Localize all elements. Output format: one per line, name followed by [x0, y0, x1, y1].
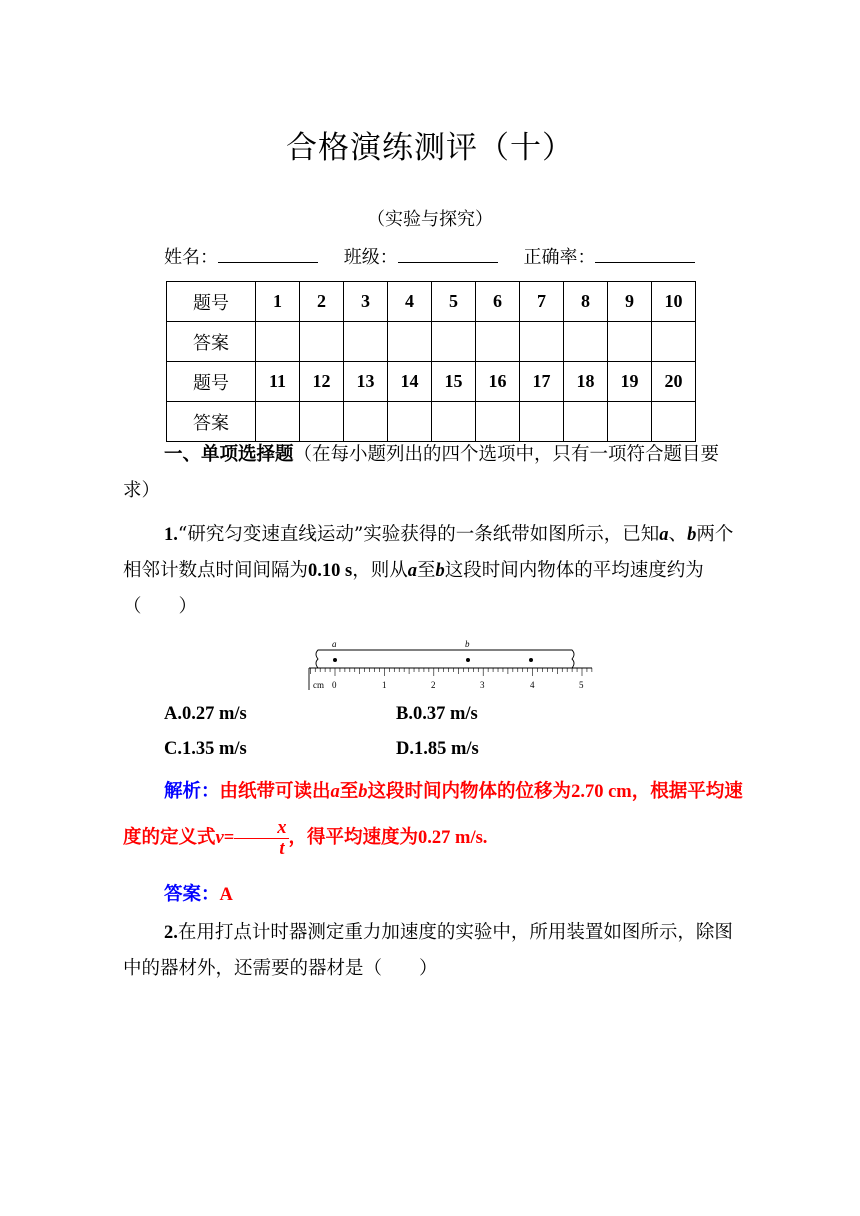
question-number-cell: 4	[388, 282, 432, 322]
tape-dot-a	[333, 658, 337, 662]
option-a[interactable]: A.0.27 m/s	[164, 704, 247, 724]
class-label: 班级：	[343, 247, 398, 268]
answer-table	[166, 281, 696, 442]
answer-cell[interactable]	[476, 402, 520, 442]
question-number-cell: 5	[432, 282, 476, 322]
question-number-cell: 3	[344, 282, 388, 322]
section-title: 一、单项选择题	[164, 444, 294, 465]
analysis-text: ，根据平均速度的定义式	[123, 781, 743, 848]
answer-cell[interactable]	[256, 322, 300, 362]
tape-label-a: a	[332, 639, 337, 649]
ruler-tick-label: 1	[382, 680, 387, 690]
question-text: 在用打点计时器测定重力加速度的实验中，所用装置如图所示，除图中的器材外，还需要的器材是（ ）	[123, 922, 733, 979]
tape-dot-b	[466, 658, 470, 662]
table-row	[167, 362, 696, 402]
class-blank	[398, 244, 498, 263]
var-b: b	[435, 561, 445, 581]
analysis-text: ，得平均速度为	[288, 827, 419, 848]
table-row	[167, 402, 696, 442]
formula-numerator: x	[234, 818, 288, 839]
question-1-stem	[123, 517, 743, 625]
displacement-value: 2.70 cm	[571, 782, 632, 802]
answer-cell[interactable]	[432, 402, 476, 442]
section-note: （在每小题列出的四个选项中，只有一项符合题目要求）	[123, 444, 720, 501]
question-number-cell: 15	[432, 362, 476, 402]
answer-cell[interactable]	[344, 322, 388, 362]
separator: 、	[668, 524, 688, 545]
table-row	[167, 322, 696, 362]
option-c[interactable]: C.1.35 m/s	[164, 739, 247, 759]
question-number-cell: 8	[564, 282, 608, 322]
paper-tape	[316, 650, 574, 668]
question-text: 至	[416, 560, 436, 581]
average-speed-result: 0.27 m/s.	[418, 828, 488, 848]
var-a: a	[407, 561, 417, 581]
ruler-ticks	[310, 668, 592, 676]
answer-cell[interactable]	[300, 402, 344, 442]
question-text: “研究匀变速直线运动”实验获得的一条纸带如图所示，已知	[177, 524, 660, 545]
question-number-cell: 2	[300, 282, 344, 322]
question-text: ，则从	[352, 560, 408, 581]
name-blank	[218, 244, 318, 263]
var-b: b	[687, 525, 697, 545]
ruler-unit: cm	[313, 680, 324, 690]
answer-cell[interactable]	[388, 402, 432, 442]
var-a: a	[330, 782, 340, 802]
question-number-cell: 7	[520, 282, 564, 322]
analysis-label: 解析：	[164, 781, 220, 802]
option-d[interactable]: D.1.85 m/s	[396, 739, 479, 759]
formula-v: v	[215, 828, 224, 848]
answer-cell[interactable]	[608, 402, 652, 442]
analysis-text: 至	[339, 781, 359, 802]
answer-cell[interactable]	[344, 402, 388, 442]
table-row	[167, 282, 696, 322]
question-number: 2.	[164, 923, 178, 943]
accuracy-blank	[595, 244, 695, 263]
answer-line	[164, 880, 233, 906]
answer-cell[interactable]	[256, 402, 300, 442]
answer-label: 答案：	[164, 884, 220, 905]
tape-ruler-figure	[300, 636, 600, 696]
answer-cell[interactable]	[652, 402, 696, 442]
answer-cell[interactable]	[388, 322, 432, 362]
analysis-text: 由纸带可读出	[219, 781, 331, 802]
student-info-row	[164, 243, 715, 269]
question-number-cell: 10	[652, 282, 696, 322]
question-number-cell: 16	[476, 362, 520, 402]
answer-cell[interactable]	[432, 322, 476, 362]
question-number-header: 题号	[167, 362, 256, 402]
answer-cell[interactable]	[652, 322, 696, 362]
accuracy-label: 正确率：	[523, 247, 596, 268]
page-subtitle: （实验与探究）	[367, 209, 493, 230]
question-number-cell: 18	[564, 362, 608, 402]
ruler-tick-label: 5	[579, 680, 584, 690]
question-text: 两个相邻计数点时间间隔为	[123, 524, 734, 581]
answer-cell[interactable]	[520, 402, 564, 442]
formula-denominator: t	[279, 838, 285, 859]
ruler-tick-label: 0	[332, 680, 337, 690]
option-b[interactable]: B.0.37 m/s	[396, 704, 478, 724]
tape-dot	[529, 658, 533, 662]
question-number-cell: 17	[520, 362, 564, 402]
question-number-cell: 19	[608, 362, 652, 402]
ruler-tick-label: 3	[480, 680, 485, 690]
answer-cell[interactable]	[564, 322, 608, 362]
tape-label-b: b	[465, 639, 470, 649]
question-number-cell: 13	[344, 362, 388, 402]
formula-fraction	[234, 818, 288, 859]
question-number-header: 题号	[167, 282, 256, 322]
question-text: 这段时间内物体的平均速度约为（ ）	[123, 560, 704, 617]
question-number-cell: 1	[256, 282, 300, 322]
ruler-tick-label: 4	[530, 680, 535, 690]
question-number-cell: 14	[388, 362, 432, 402]
var-a: a	[659, 525, 669, 545]
answer-value: A	[219, 885, 233, 905]
formula-equals: =	[223, 828, 235, 848]
question-2-stem	[123, 915, 743, 987]
analysis-block	[123, 769, 743, 861]
question-number-cell: 20	[652, 362, 696, 402]
question-number-cell: 11	[256, 362, 300, 402]
question-number-cell: 12	[300, 362, 344, 402]
question-number-cell: 9	[608, 282, 652, 322]
var-b: b	[358, 782, 368, 802]
answer-cell[interactable]	[520, 322, 564, 362]
answer-header: 答案	[167, 402, 256, 442]
answer-cell[interactable]	[608, 322, 652, 362]
ruler-tick-label: 2	[431, 680, 436, 690]
name-label: 姓名：	[164, 247, 218, 268]
question-number: 1.	[164, 525, 178, 545]
analysis-text: 这段时间内物体的位移为	[367, 781, 572, 802]
time-interval: 0.10 s	[308, 561, 353, 581]
answer-cell[interactable]	[300, 322, 344, 362]
answer-cell[interactable]	[476, 322, 520, 362]
answer-header: 答案	[167, 322, 256, 362]
page-title: 合格演练测评（十）	[286, 130, 574, 166]
question-number-cell: 6	[476, 282, 520, 322]
answer-cell[interactable]	[564, 402, 608, 442]
section-heading	[123, 437, 743, 509]
